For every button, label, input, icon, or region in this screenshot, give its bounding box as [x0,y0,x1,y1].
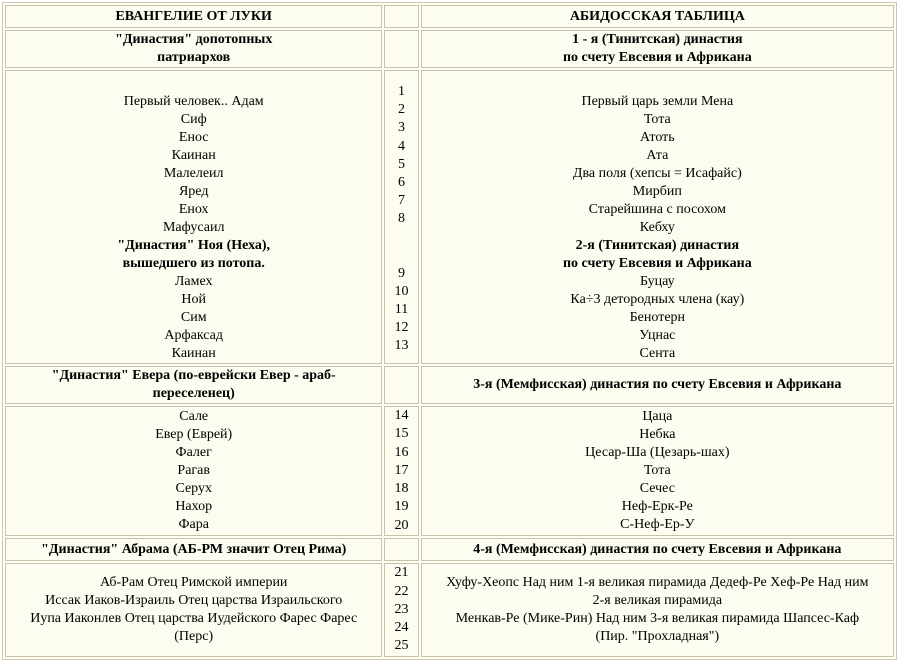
list-item: Енох [178,202,209,217]
row-number: 7 [398,193,406,209]
list-item: Енос [178,130,209,145]
row-number: 8 [398,211,406,227]
row-number: 6 [398,175,406,191]
list-item: Мафусаил [162,220,225,235]
list-item: Кебху [639,220,675,235]
row-number: 13 [394,338,409,354]
list-item: Аб-Рам Отец Римской империи [99,575,288,590]
list-item: Сале [179,409,209,424]
row-number: 9 [398,265,406,281]
list-item: Ламех [174,274,213,289]
comparison-table [2,2,897,660]
section1-body-row [5,70,894,364]
section3-body-row [5,563,894,657]
list-item: (Пир. "Прохладная") [595,629,720,644]
row-number: 15 [394,426,409,442]
list-item: Арфаксад [164,328,223,343]
section1-left-list [5,70,382,364]
list-item: Атоть [640,130,675,145]
row-number: 24 [394,620,409,636]
list-item: Тота [643,112,671,127]
row-number: 2 [398,102,406,118]
list-item: Цаца [642,409,673,424]
section1-right-list [421,70,894,364]
row-number: 14 [394,408,409,424]
title-line: переселенец) [152,386,235,401]
row-number: 18 [394,481,409,497]
section1-left-title [5,30,382,68]
list-item: Хуфу-Хеопс Над ним 1-я великая пирамида Дедеф-Ре Хеф-Ре Над ним [446,575,869,590]
list-item: Цесар-Ша (Цезарь-шах) [585,445,730,460]
section2-title-row [5,366,894,404]
header-left: ЕВАНГЕЛИЕ ОТ ЛУКИ [5,5,382,28]
list-item: Ной [181,292,207,307]
row-number: 20 [394,517,409,533]
section3-numbers [384,563,418,657]
list-item: Рагав [177,463,210,478]
list-item: Сим [180,310,207,325]
section3-right-list [421,563,894,657]
list-item: Ата [646,148,669,163]
list-item: Два поля (хепсы = Исафайс) [572,166,742,181]
section3-left-title: "Династия" Абрама (АБ-РМ значит Отец Рима) [5,538,382,561]
row-number: 4 [398,138,406,154]
row-number: 3 [398,120,406,136]
section2-right-list [421,406,894,536]
row-number: 11 [394,302,409,318]
section2-numbers [384,406,418,536]
list-item: Фара [178,517,209,532]
title-line: по счету Евсевия и Африкана [562,50,752,65]
section1-numbers [384,70,418,364]
list-item: Ка÷3 детородных члена (кау) [570,292,745,307]
section1-right-title [421,30,894,68]
row-number: 19 [394,499,409,515]
list-item: Евер (Еврей) [155,427,233,442]
row-number: 22 [394,583,409,599]
row-number: 10 [394,283,409,299]
section2-right-title: 3-я (Мемфисская) династия по счету Евсевия и Африкана [421,366,894,404]
list-item: 2-я великая пирамида [592,593,723,608]
list-item: Фалег [175,445,212,460]
row-number: 16 [394,444,409,460]
list-item: Малелеил [163,166,224,181]
list-item: Каинан [171,346,216,361]
list-item: Серух [175,481,212,496]
row-number: 5 [398,156,406,172]
list-item: Менкав-Ре (Мике-Рин) Над ним 3-я великая пирамида Шапсес-Каф [455,611,860,626]
list-item: Неф-Ерк-Ре [621,499,693,514]
list-item: Яред [178,184,209,199]
list-item: Первый человек.. Адам [123,94,264,109]
list-item: Сиф [180,112,207,127]
title-line: "Династия" допотопных [115,32,273,47]
row-number: 23 [394,601,409,617]
list-item: Буцау [639,274,675,289]
title-line: патриархов [157,50,231,65]
row-number: 12 [394,320,409,336]
list-item: Первый царь земли Мена [581,94,734,109]
subdynasty-title: по счету Евсевия и Африкана [562,256,752,271]
section2-body-row [5,406,894,536]
list-item: Нахор [175,499,213,514]
list-item: Тота [643,463,671,478]
list-item: С-Неф-Ер-У [620,517,695,532]
subdynasty-title: вышедшего из потопа. [122,256,265,271]
list-item: Сечес [639,481,675,496]
title-line: "Династия" Евера (по-еврейски Евер - араб- [51,368,336,383]
list-item: Бенотерн [629,310,686,325]
section2-left-title [5,366,382,404]
section3-left-list [5,563,382,657]
row-number: 17 [394,462,409,478]
section3-title-row [5,538,894,561]
list-item: Небка [639,427,676,442]
section3-right-title: 4-я (Мемфисская) династия по счету Евсевия и Африкана [421,538,894,561]
list-item: Каинан [171,148,216,163]
list-item: Сента [639,346,676,361]
title-line: 1 - я (Тинитская) династия [572,32,743,47]
list-item: Уцнас [639,328,676,343]
section2-left-list [5,406,382,536]
header-right: АБИДОССКАЯ ТАБЛИЦА [421,5,894,28]
header-row [5,5,894,28]
list-item: Старейшина с посохом [588,202,726,217]
list-item: Мирбип [632,184,682,199]
subdynasty-title: 2-я (Тинитская) династия [575,238,740,253]
list-item: Иссак Иаков-Израиль Отец царства Израильского [45,593,343,608]
row-number: 21 [394,565,409,581]
list-item: Иупа Иаконлев Отец царства Иудейского Фарес Фарес [30,611,358,626]
section1-title-row [5,30,894,68]
subdynasty-title: "Династия" Ноя (Неха), [117,238,271,253]
row-number: 25 [394,638,409,654]
list-item: (Перс) [174,629,214,644]
row-number: 1 [398,84,406,99]
header-mid [384,5,418,28]
